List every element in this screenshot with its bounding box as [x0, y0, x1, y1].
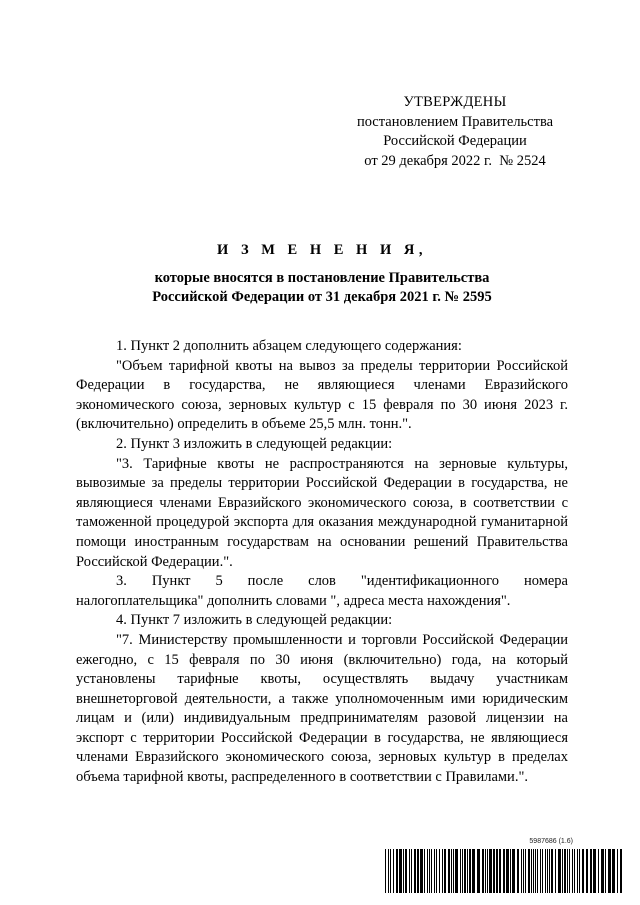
- document-subtitle-line1: которые вносятся в постановление Правительства: [154, 270, 490, 286]
- barcode-bar: [489, 849, 492, 893]
- barcode-bar: [542, 849, 543, 893]
- paragraph: "3. Тарифные квоты не распространяются на зерновые культуры, вывозимые за пределы территории Российской Федерации в государства, не являющиеся членами Евразийского экономического союза, в соответствии с таможенной процедурой экспорта для оказания международной гуманитарной помощи иностранным государствам на основании решений Правительства Российской Федерации.".: [76, 455, 568, 570]
- barcode-bar: [429, 849, 430, 893]
- barcode-bar: [469, 849, 471, 893]
- barcode-bar: [487, 849, 488, 893]
- barcode-icon: [385, 849, 625, 893]
- barcode-bar: [431, 849, 432, 893]
- barcode-bar: [390, 849, 391, 893]
- document-subtitle-line2: Российской Федерации от 31 декабря 2021 г. № 2595: [152, 289, 492, 305]
- barcode-bar: [493, 849, 495, 893]
- barcode-id: 5987686 (1.6): [529, 838, 573, 845]
- barcode-bar: [462, 849, 463, 893]
- barcode-bar: [439, 849, 440, 893]
- barcode-bar: [420, 849, 423, 893]
- barcode-bar: [385, 849, 386, 893]
- barcode-bar: [549, 849, 550, 893]
- barcode-bar: [393, 849, 394, 893]
- paragraph: 3. Пункт 5 после слов "идентификационного номера налогоплательщика" дополнить словами ", адреса места нахождения".: [76, 573, 568, 609]
- barcode-bar: [528, 849, 530, 893]
- barcode-bar: [499, 849, 501, 893]
- barcode-bar: [506, 849, 509, 893]
- barcode-bar: [537, 849, 538, 893]
- barcode-bar: [572, 849, 573, 893]
- barcode-bar: [579, 849, 580, 893]
- approval-stamp: [340, 93, 570, 171]
- barcode-bar: [477, 849, 480, 893]
- barcode-bar: [409, 849, 410, 893]
- barcode-bar: [442, 849, 443, 893]
- barcode-bar: [510, 849, 511, 893]
- barcode-bar: [496, 849, 498, 893]
- barcode-bar: [411, 849, 412, 893]
- barcode-bar: [523, 849, 524, 893]
- barcode-bar: [605, 849, 606, 893]
- barcode-bar: [582, 849, 584, 893]
- barcode-bar: [414, 849, 416, 893]
- barcode-bar: [451, 849, 452, 893]
- barcode-bar: [503, 849, 505, 893]
- barcode-bar: [564, 849, 566, 893]
- document-body: [76, 337, 568, 788]
- barcode-bar: [427, 849, 428, 893]
- barcode-bar: [598, 849, 599, 893]
- barcode-bar: [540, 849, 541, 893]
- barcode-bar: [405, 849, 407, 893]
- barcode-bar: [434, 849, 435, 893]
- barcode-bar: [558, 849, 561, 893]
- barcode-bar: [593, 849, 596, 893]
- barcode-bar: [569, 849, 570, 893]
- barcode-bar: [612, 849, 615, 893]
- barcode-bar: [424, 849, 425, 893]
- paragraph: "Объем тарифной квоты на вывоз за пределы территории Российской Федерации в государства, не являющиеся членами Евразийского экономического союза, зерновых культур с 15 февраля по 30 июня 2023 г. (включительно) определить в объеме 25,5 млн. тонн.".: [76, 357, 568, 433]
- barcode-bar: [521, 849, 522, 893]
- barcode-block: [385, 838, 625, 896]
- barcode-bar: [533, 849, 534, 893]
- barcode-bar: [574, 849, 575, 893]
- barcode-bar: [453, 849, 454, 893]
- barcode-bar: [555, 849, 556, 893]
- approval-title: УТВЕРЖДЕНЫ: [403, 94, 507, 110]
- barcode-bar: [472, 849, 475, 893]
- barcode-bar: [455, 849, 458, 893]
- barcode-bar: [436, 849, 437, 893]
- barcode-bar: [396, 849, 398, 893]
- barcode-bar: [608, 849, 611, 893]
- barcode-bar: [577, 849, 578, 893]
- barcode-bar: [482, 849, 484, 893]
- barcode-bar: [417, 849, 419, 893]
- barcode-bar: [601, 849, 604, 893]
- barcode-bar: [545, 849, 546, 893]
- barcode-bar: [485, 849, 486, 893]
- barcode-bar: [460, 849, 461, 893]
- barcode-bar: [620, 849, 622, 893]
- barcode-bar: [525, 849, 526, 893]
- barcode-bar: [551, 849, 553, 893]
- document-heading: [76, 240, 568, 307]
- paragraph: 1. Пункт 2 дополнить абзацем следующего содержания:: [116, 338, 462, 354]
- barcode-bar: [617, 849, 618, 893]
- barcode-bar: [535, 849, 536, 893]
- barcode-bar: [590, 849, 592, 893]
- approval-line-federation: Российской Федерации: [383, 133, 527, 149]
- barcode-bar: [444, 849, 446, 893]
- document-title: И З М Е Н Е Н И Я,: [217, 242, 427, 258]
- barcode-bar: [547, 849, 548, 893]
- document-subtitle: [76, 269, 568, 307]
- paragraph: 4. Пункт 7 изложить в следующей редакции:: [116, 612, 393, 629]
- paragraph: "7. Министерству промышленности и торговли Российской Федерации ежегодно, с 15 февраля по 30 июня (включительно) года, на который установлены тарифные квоты, осуществлять выдачу участникам внешнеторговой деятельности, а также уполномоченным ими юридическим лицам и (или) индивидуальным предпринимателям разовой лицензии на экспорт с территории Российской Федерации в государства, не являющиеся членами Евразийского экономического союза, зерновых культур в пределах объема тарифной квоты, распределенного в соответствии с Правилами.".: [76, 631, 568, 786]
- barcode-bar: [517, 849, 519, 893]
- barcode-bar: [586, 849, 588, 893]
- barcode-bar: [388, 849, 389, 893]
- barcode-bar: [399, 849, 402, 893]
- approval-line-date: от 29 декабря 2022 г. № 2524: [364, 152, 546, 169]
- barcode-bar: [567, 849, 568, 893]
- approval-line-resolution: постановлением Правительства: [356, 113, 554, 130]
- barcode-bar: [531, 849, 532, 893]
- barcode-bar: [467, 849, 468, 893]
- barcode-bar: [562, 849, 563, 893]
- barcode-bar: [464, 849, 466, 893]
- paragraph: 2. Пункт 3 изложить в следующей редакции:: [116, 435, 393, 452]
- barcode-bar: [512, 849, 515, 893]
- barcode-bar: [403, 849, 404, 893]
- barcode-bar: [448, 849, 450, 893]
